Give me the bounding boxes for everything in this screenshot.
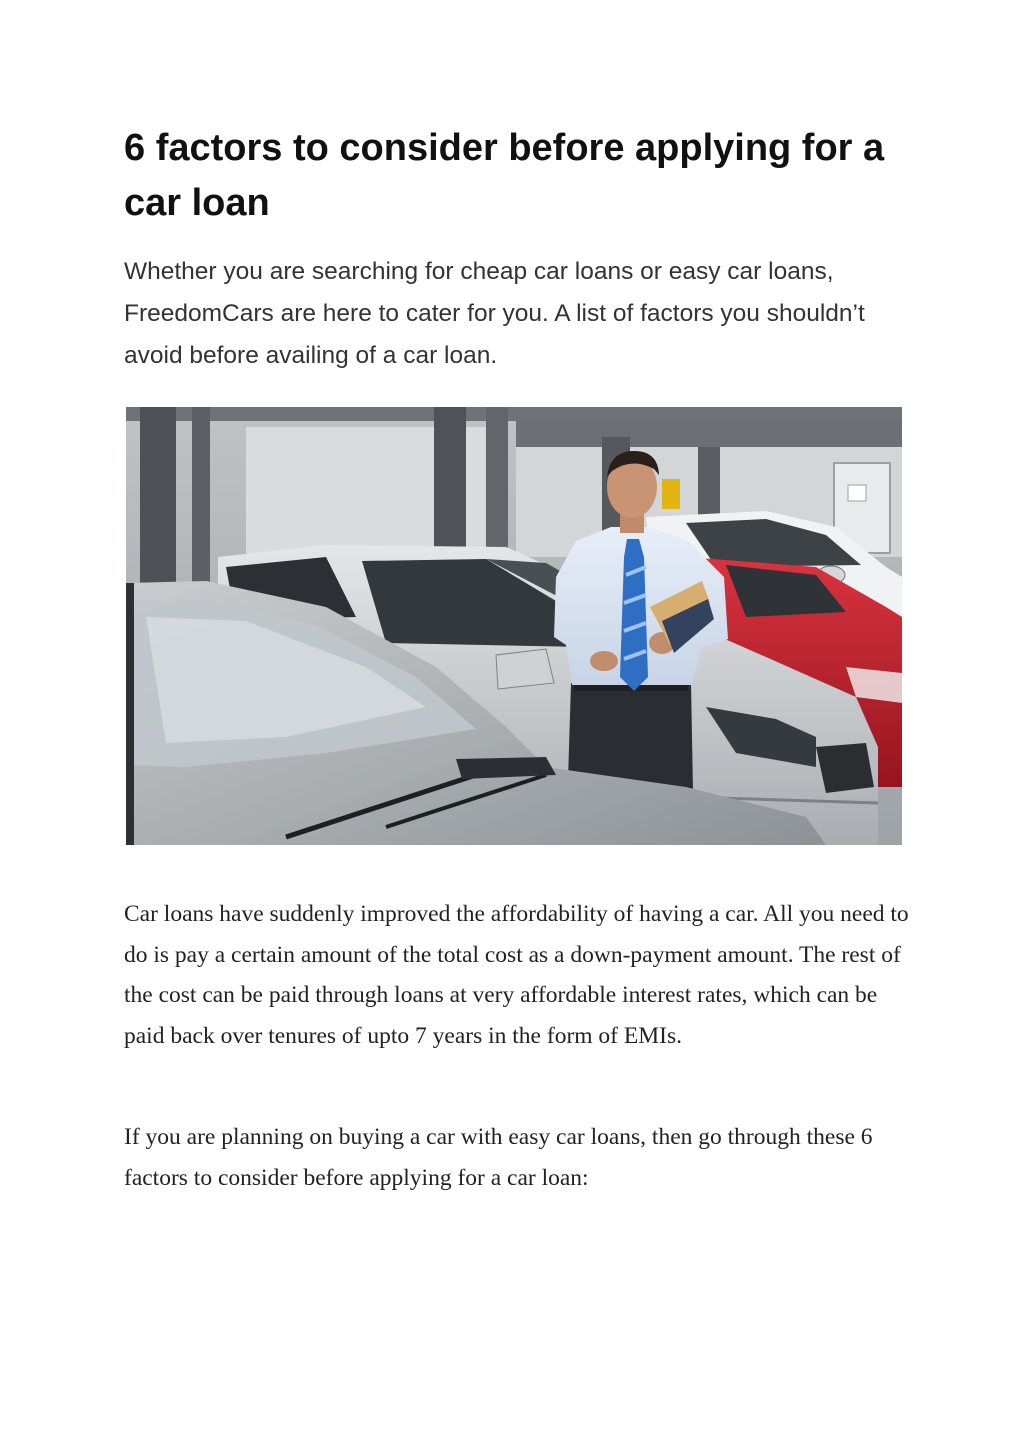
article-intro: Whether you are searching for cheap car loans or easy car loans, FreedomCars are here to cater for you. A list of factors you shouldn’t avoid before availing of a car loan. xyxy=(124,258,865,369)
article-title: 6 factors to consider before applying for a car loan xyxy=(124,127,885,224)
body-paragraph: Car loans have suddenly improved the affordability of having a car. All you need to do is pay a certain amount of the total cost as a down-payment amount. The rest of the cost can be paid through loans at very affordable interest rates, which can be paid back over tenures of upto 7 years in the form of EMIs. xyxy=(124,901,909,1049)
body-paragraph: If you are planning on buying a car with easy car loans, then go through these 6 factors to consider before applying for a car loan: xyxy=(124,1124,873,1191)
hero-image xyxy=(126,407,902,845)
